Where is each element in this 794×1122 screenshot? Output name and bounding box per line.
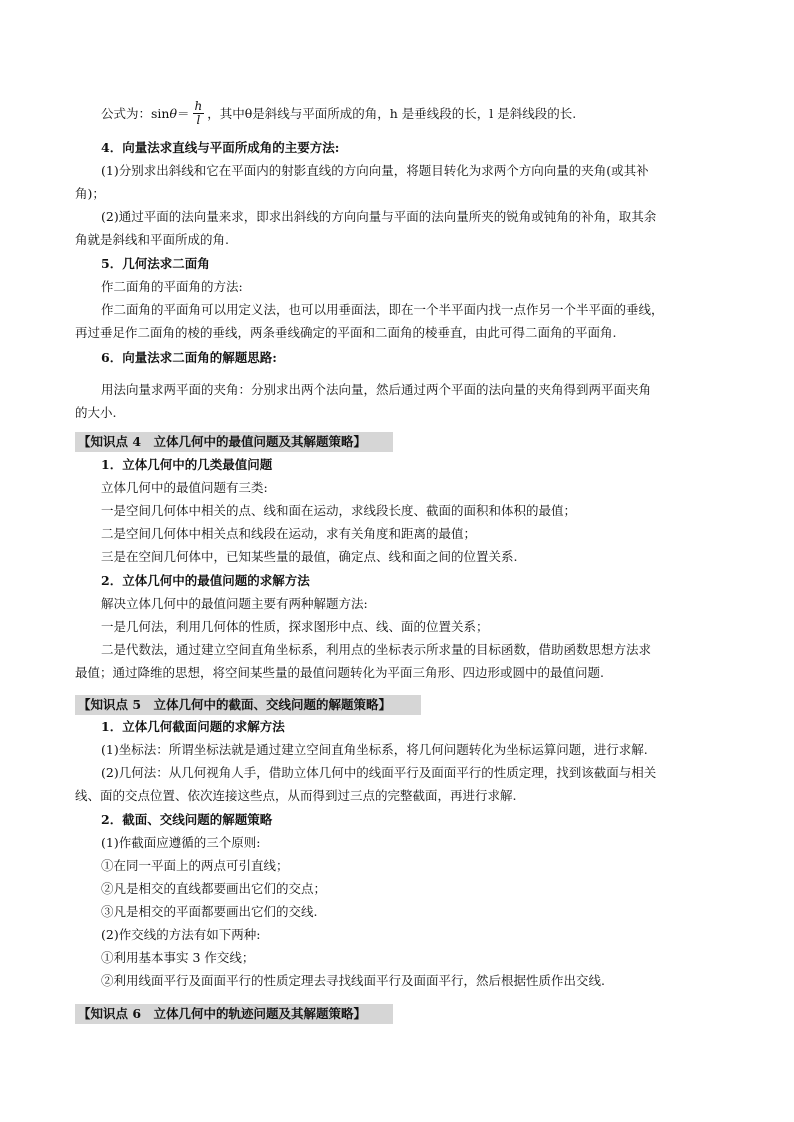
fraction-denominator: l	[196, 112, 201, 127]
formula-line	[101, 96, 576, 130]
knowledge-point-4-header: 【知识点 4 立体几何中的最值问题及其解题策略】	[75, 432, 393, 452]
kp5-line-10: ②利用线面平行及面面平行的性质定理去寻找线面平行及面面平行，然后根据性质作出交线.	[101, 973, 605, 988]
kp4-line-1: 立体几何中的最值问题有三类:	[101, 480, 268, 495]
formula-fraction	[193, 100, 205, 127]
kp4-line-3: 二是空间几何体中相关点和线段在运动，求有关角度和距离的最值；	[101, 526, 477, 541]
kp4-title-2: 2．立体几何中的最值问题的求解方法	[101, 573, 310, 588]
kp5-line-5: ①在同一平面上的两点可引直线；	[101, 858, 289, 873]
kp5-line-2: (2)几何法：从几何视角人手，借助立体几何中的线面平行及面面平行的性质定理，找到该截面与相关	[101, 765, 657, 780]
kp5-line-7: ③凡是相交的平面都要画出它们的交线.	[101, 904, 318, 919]
knowledge-point-6-header: 【知识点 6 立体几何中的轨迹问题及其解题策略】	[75, 1004, 393, 1024]
section-5-title: 5．几何法求二面角	[101, 256, 210, 271]
knowledge-point-5-header: 【知识点 5 立体几何中的截面、交线问题的解题策略】	[75, 695, 421, 715]
section-4-p1-line1: (1)分别求出斜线和它在平面内的射影直线的方向向量，将题目转化为求两个方向向量的夹角(或其补	[101, 163, 649, 178]
section-5-intro: 作二面角的平面角的方法:	[101, 279, 243, 294]
kp4-line-4: 三是在空间几何体中，已知某些量的最值，确定点、线和面之间的位置关系.	[101, 549, 518, 564]
kp5-line-9: ①利用基本事实 3 作交线；	[101, 950, 255, 965]
section-4-title: 4．向量法求直线与平面所成角的主要方法:	[101, 140, 340, 155]
kp5-title-2: 2．截面、交线问题的解题策略	[101, 812, 273, 827]
section-4-p2-line1: (2)通过平面的法向量来求，即求出斜线的方向向量与平面的法向量所夹的锐角或钝角的补角，取其余	[101, 209, 657, 224]
section-5-p-line1: 作二面角的平面角可以用定义法，也可以用垂面法，即在一个半平面内找一点作另一个半平面的垂线，	[101, 302, 664, 317]
section-6-title: 6．向量法求二面角的解题思路:	[101, 350, 277, 365]
fraction-numerator: h	[194, 98, 203, 113]
kp5-title-1: 1．立体几何截面问题的求解方法	[101, 719, 285, 734]
kp5-line-1: (1)坐标法：所谓坐标法就是通过建立空间直角坐标系，将几何问题转化为坐标运算问题，进行求解.	[101, 742, 648, 757]
section-4-p2-line2: 角就是斜线和平面所成的角.	[75, 232, 229, 247]
kp4-line-2: 一是空间几何体中相关的点、线和面在运动，求线段长度、截面的面积和体积的最值；	[101, 503, 577, 518]
formula-prefix: 公式为：sin	[101, 106, 170, 121]
kp5-line-6: ②凡是相交的直线都要画出它们的交点；	[101, 881, 327, 896]
section-5-p-line2: 再过垂足作二面角的棱的垂线，两条垂线确定的平面和二面角的棱垂直，由此可得二面角的平面角.	[75, 325, 617, 340]
kp5-line-8: (2)作交线的方法有如下两种:	[101, 927, 261, 942]
section-6-p-line2: 的大小.	[75, 405, 117, 420]
kp4-line-8: 最值；通过降维的思想，将空间某些量的最值问题转化为平面三角形、四边形或圆中的最值问题.	[75, 665, 604, 680]
formula-suffix: ，其中θ是斜线与平面所成的角，h 是垂线段的长，l 是斜线段的长.	[207, 106, 577, 121]
kp4-title-1: 1．立体几何中的几类最值问题	[101, 457, 273, 472]
formula-equals: ＝	[177, 106, 190, 121]
kp4-line-6: 一是几何法，利用几何体的性质，探求图形中点、线、面的位置关系；	[101, 619, 489, 634]
section-4-p1-line2: 角)；	[75, 186, 105, 201]
kp4-line-7: 二是代数法，通过建立空间直角坐标系，利用点的坐标表示所求量的目标函数，借助函数思想方法求	[101, 642, 652, 657]
kp5-line-3: 线、面的交点位置、依次连接这些点，从而得到过三点的完整截面，再进行求解.	[75, 788, 517, 803]
kp4-line-5: 解决立体几何中的最值问题主要有两种解题方法:	[101, 596, 368, 611]
formula-theta: θ	[169, 105, 177, 121]
kp5-line-4: (1)作截面应遵循的三个原则:	[101, 835, 261, 850]
section-6-p-line1: 用法向量求两平面的夹角：分别求出两个法向量，然后通过两个平面的法向量的夹角得到两平面夹角	[101, 382, 652, 397]
